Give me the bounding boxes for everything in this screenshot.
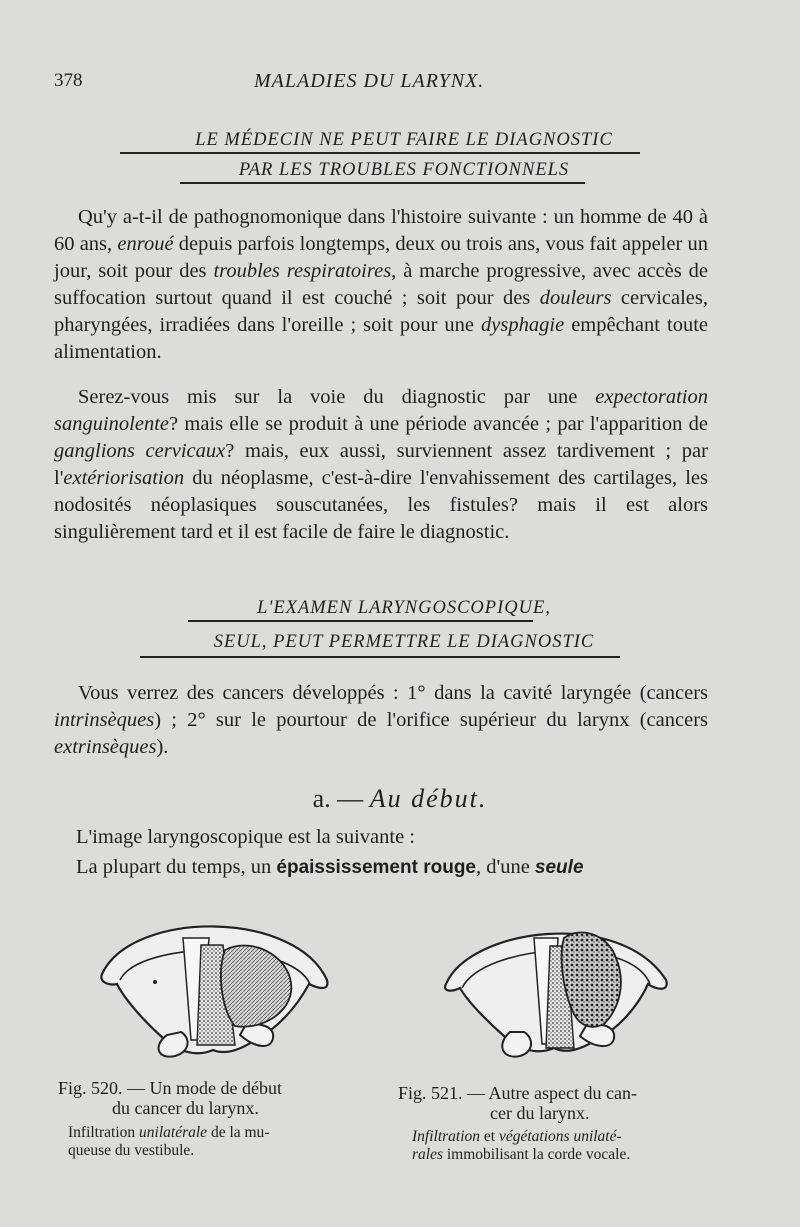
text: La plupart du temps, un — [76, 856, 277, 878]
text: empêchant toute alimentation. — [54, 314, 708, 363]
text: ? mais, eux aussi, surviennent assez tardivement ; par l' — [54, 440, 708, 489]
text: Qu'y a-t-il de pathognomonique dans l'histoire suivante : un homme de 40 à 60 ans, — [54, 206, 708, 255]
italic-text: douleurs — [539, 287, 612, 309]
figure-521-legend — [412, 1128, 722, 1164]
caption-line: Fig. 521. — Autre aspect du can- — [398, 1083, 637, 1103]
text: immobilisant la corde vocale. — [443, 1146, 631, 1163]
text: depuis parfois longtemps, deux ou trois ans, vous fait appeler un jour, soit pour des — [54, 233, 708, 282]
italic-text: ganglions cervicaux — [54, 440, 226, 462]
caption-line: Fig. 520. — Un mode de début — [58, 1078, 282, 1098]
italic-text: troubles respiratoires — [213, 260, 392, 282]
subsection-title: Au début. — [369, 784, 488, 813]
heading-rule — [180, 182, 585, 184]
running-title: MALADIES DU LARYNX. — [254, 70, 485, 92]
figure-521-illustration — [440, 898, 672, 1070]
text: cervicales, pharyngées, irradiées dans l'oreille ; soit pour une — [54, 287, 708, 336]
italic-text: dysphagie — [481, 314, 565, 336]
paragraph-2 — [54, 384, 708, 546]
italic-text: extrinsèques — [54, 736, 157, 758]
text: Vous verrez des cancers développés : 1° dans la cavité laryngée (cancers — [78, 682, 708, 704]
caption-line: du cancer du larynx. — [112, 1098, 259, 1118]
italic-text: intrinsèques — [54, 709, 155, 731]
paragraph-1 — [54, 204, 708, 366]
subsection-heading — [0, 784, 800, 814]
italic-text: enroué — [117, 233, 174, 255]
intro-line-1: L'image laryngoscopique est la suivante : — [76, 826, 416, 848]
heading-rule — [140, 656, 620, 658]
bold-text: épaississement rouge — [276, 857, 476, 878]
text: ? mais elle se produit à une période avancée ; par l'apparition de — [169, 413, 708, 435]
bold-italic-text: seule — [534, 857, 584, 878]
text: du néoplasme, c'est-à-dire l'envahissement des cartilages, les nodosités néoplasiques souscutanées, les fistules? mais il est alors singulièrement tard et il est facile de faire le diagnostic. — [54, 467, 708, 543]
text: ) ; 2° sur le pourtour de l'orifice supérieur du larynx (cancers — [154, 709, 708, 731]
text: Infiltration — [68, 1124, 140, 1141]
text: et — [480, 1128, 499, 1145]
italic-text: végétations unilaté- — [498, 1128, 622, 1145]
figure-520-legend — [68, 1124, 388, 1160]
text: de la mu- — [207, 1124, 270, 1141]
italic-text: unilatérale — [139, 1124, 208, 1141]
intro-line-2 — [54, 852, 714, 883]
text: Serez-vous mis sur la voie du diagnostic par une — [78, 386, 596, 408]
paragraph-3 — [54, 680, 708, 761]
running-header — [54, 70, 754, 100]
text: ). — [156, 736, 169, 758]
section-heading-2-line2: SEUL, PEUT PERMETTRE LE DIAGNOSTIC — [213, 632, 595, 652]
italic-text: Infiltration — [412, 1128, 481, 1145]
figure-521-caption — [398, 1083, 718, 1123]
section-heading-1-line1: LE MÉDECIN NE PEUT FAIRE LE DIAGNOSTIC — [195, 130, 613, 150]
section-heading-2-line1: L'EXAMEN LARYNGOSCOPIQUE, — [257, 598, 551, 618]
heading-rule — [188, 620, 533, 622]
intro-text — [54, 822, 714, 883]
page-number: 378 — [54, 70, 83, 91]
figure-520-caption — [58, 1078, 378, 1118]
italic-text: extériorisation — [63, 467, 185, 489]
section-heading-1-line2: PAR LES TROUBLES FONCTIONNELS — [238, 160, 570, 180]
text: , à marche progressive, avec accès de suffocation surtout quand il est couché ; soit pour des — [54, 260, 708, 309]
italic-text: expectoration sanguinolente — [54, 386, 708, 435]
caption-line: cer du larynx. — [490, 1103, 590, 1123]
figure-520-illustration — [95, 900, 335, 1070]
subsection-letter: a. — — [312, 784, 364, 813]
text: queuse du vestibule. — [68, 1142, 195, 1159]
italic-text: rales — [412, 1146, 443, 1163]
heading-rule — [120, 152, 640, 154]
text: , d'une — [476, 856, 535, 878]
